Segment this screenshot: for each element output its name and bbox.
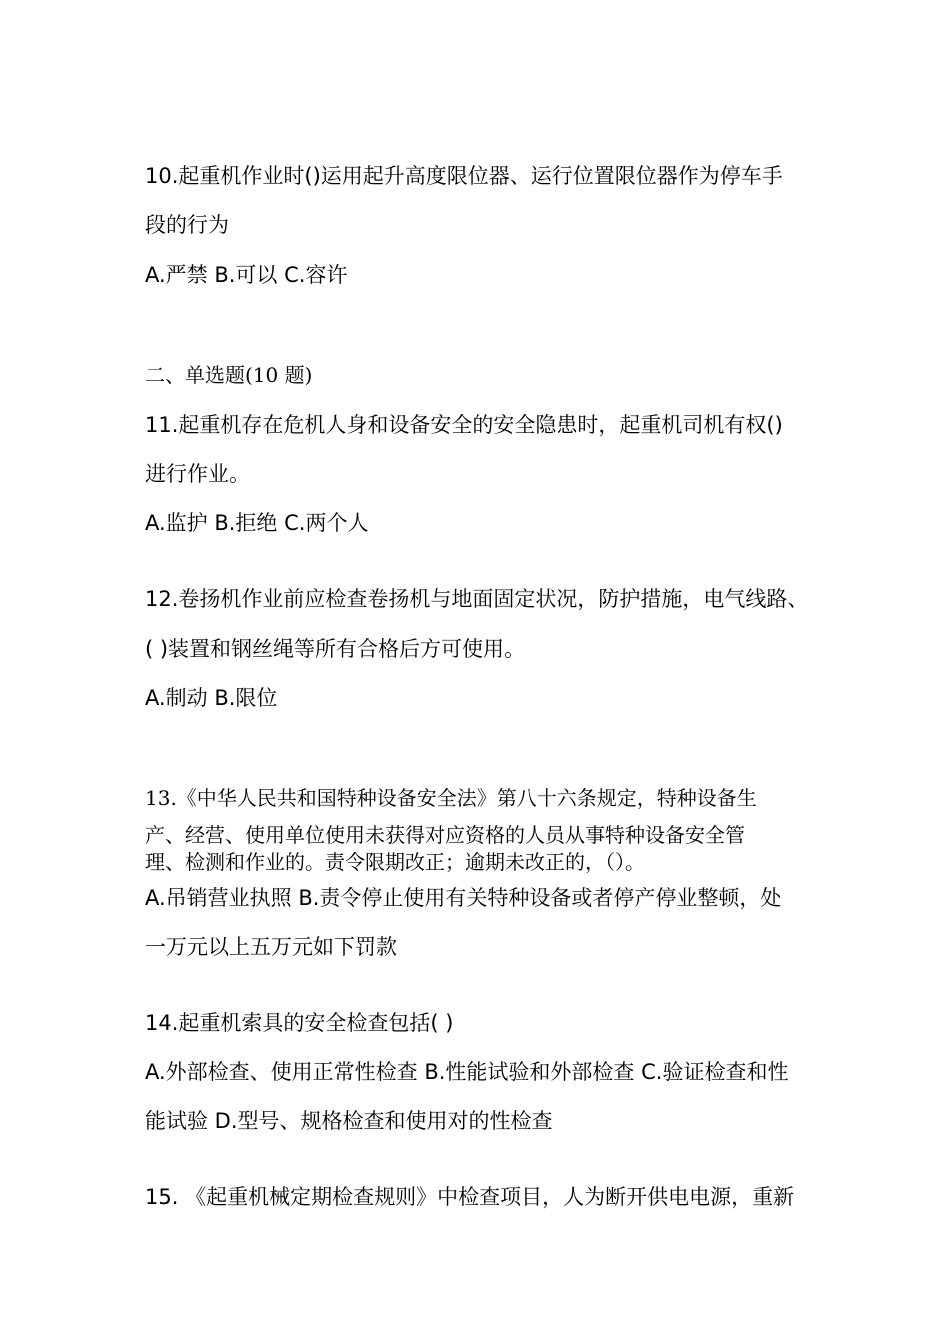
question-13-options-line-2: 一万元以上五万元如下罚款 [145,935,397,959]
question-13-text-line-2: 产、经营、使用单位使用未获得对应资格的人员从事特种设备安全管 [145,823,745,847]
question-13-text-line-1: 13.《中华人民共和国特种设备安全法》第八十六条规定，特种设备生 [145,786,757,810]
section-heading-single-choice: 二、单选题(10 题) [145,363,313,387]
question-12-text-line-2: ( )装置和钢丝绳等所有合格后方可使用。 [145,637,526,661]
question-12-text-line-1: 12.卷扬机作业前应检查卷扬机与地面固定状况，防护措施，电气线路、 [145,587,809,611]
question-10-text-line-2: 段的行为 [145,213,229,237]
question-10-options: A.严禁 B.可以 C.容许 [145,263,348,287]
question-15-text-line-1: 15. 《起重机械定期检查规则》中检查项目，人为断开供电电源，重新 [145,1185,795,1209]
question-14-options-line-2: 能试验 D.型号、规格检查和使用对的性检查 [145,1109,553,1133]
question-14-text: 14.起重机索具的安全检查包括( ) [145,1011,454,1035]
question-13-text-line-3: 理、检测和作业的。责令限期改正；逾期未改正的，（）。 [145,850,645,874]
question-13-options-line-1: A.吊销营业执照 B.责令停止使用有关特种设备或者停产停业整顿，处 [145,886,782,910]
question-14-options-line-1: A.外部检查、使用正常性检查 B.性能试验和外部检查 C.验证检查和性 [145,1060,789,1084]
question-12-options: A.制动 B.限位 [145,686,278,710]
question-11-text-line-1: 11.起重机存在危机人身和设备安全的安全隐患时，起重机司机有权() [145,413,783,437]
question-11-options: A.监护 B.拒绝 C.两个人 [145,511,369,535]
question-11-text-line-2: 进行作业。 [145,462,250,486]
question-10-text-line-1: 10.起重机作业时()运用起升高度限位器、运行位置限位器作为停车手 [145,164,783,188]
